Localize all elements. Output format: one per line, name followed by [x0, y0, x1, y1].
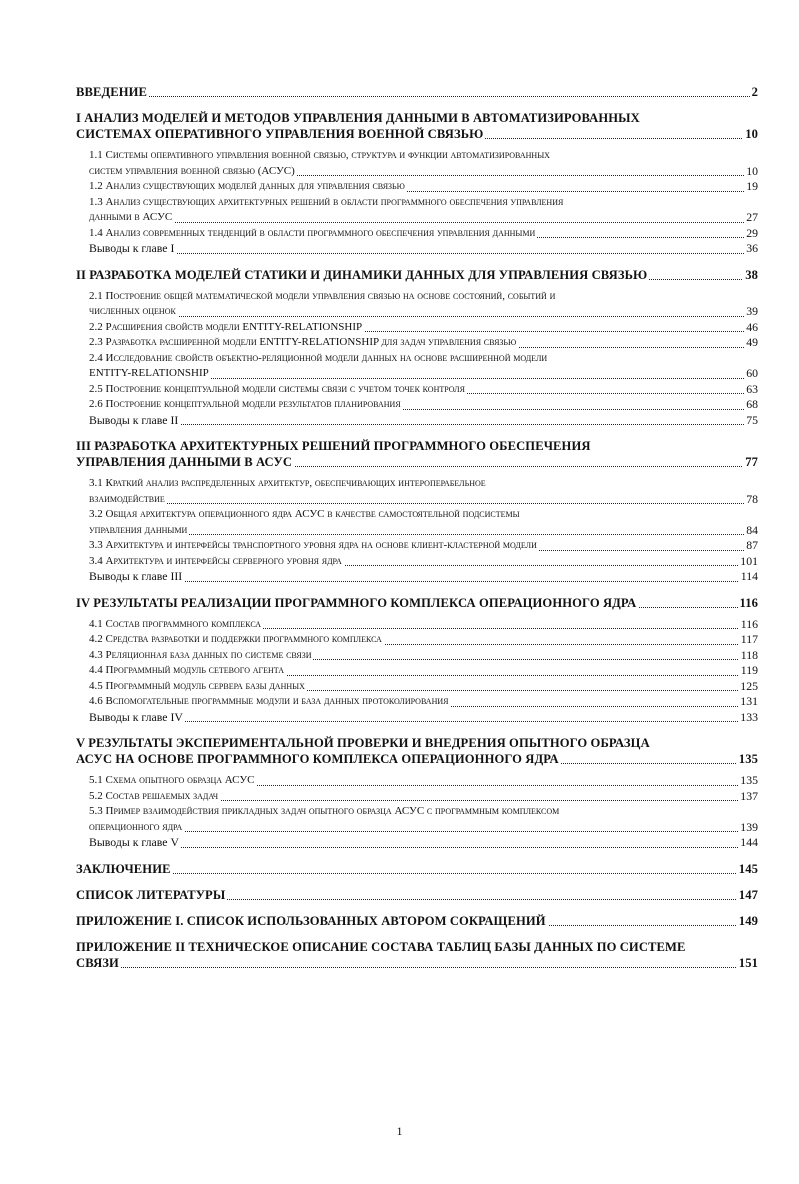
toc-page-number: 145: [738, 861, 758, 876]
toc-entry-title: 4.5 Программный модуль сервера базы данных: [89, 679, 305, 692]
toc-chapter-entry: [76, 939, 758, 971]
toc-page-number: 60: [746, 366, 758, 380]
toc-line: [89, 820, 758, 836]
toc-entry-title: IV РЕЗУЛЬТАТЫ РЕАЛИЗАЦИИ ПРОГРАММНОГО КОМПЛЕКСА ОПЕРАЦИОННОГО ЯДРА: [76, 595, 637, 610]
toc-page-number: 39: [746, 304, 758, 318]
toc-chapter-entry: [76, 267, 758, 283]
toc-entry-title: 5.2 Состав решаемых задач: [89, 789, 219, 802]
toc-line: [76, 939, 758, 955]
toc-entry-title: систем управления военной связью (АСУС): [89, 164, 295, 177]
toc-line: [76, 110, 758, 126]
toc-section-entry: [89, 351, 758, 382]
toc-line: [89, 413, 758, 429]
toc-page-number: 10: [746, 163, 758, 178]
toc-entry-title: ПРИЛОЖЕНИЕ I. СПИСОК ИСПОЛЬЗОВАННЫХ АВТОРОМ СОКРАЩЕНИЙ: [76, 913, 546, 928]
toc-entry-title: ENTITY-RELATIONSHIP: [89, 367, 209, 379]
toc-line: [89, 304, 758, 320]
toc-entry-title: 4.2 Средства разработки и поддержки программного комплекса: [89, 633, 382, 645]
toc-line: [89, 569, 758, 585]
dot-leader: [89, 502, 758, 504]
dot-leader: [89, 423, 758, 425]
toc-section-entry: [89, 804, 758, 835]
toc-chapter-entry: [76, 595, 758, 611]
toc-entry-title: взаимодействие: [89, 492, 165, 505]
toc-line: [89, 648, 758, 664]
toc-page-number: 75: [746, 412, 758, 427]
toc-entry-title: численных оценок: [89, 305, 176, 317]
toc-chapter-entry: [76, 84, 758, 100]
toc-section-entry: [89, 663, 758, 679]
toc-page-number: 10: [745, 127, 758, 141]
toc-page-number: 84: [746, 522, 758, 537]
toc-entry-title: I АНАЛИЗ МОДЕЛЕЙ И МЕТОДОВ УПРАВЛЕНИЯ ДАННЫМИ В АВТОМАТИЗИРОВАННЫХ: [76, 111, 640, 125]
toc-line: [76, 913, 758, 929]
toc-conclusion-entry: [89, 241, 758, 257]
toc-entry-title: Выводы к главе IV: [89, 709, 183, 724]
dot-leader: [76, 95, 758, 97]
toc-page-number: 131: [740, 694, 758, 708]
toc-page-number: 68: [746, 397, 758, 411]
toc-page-number: 133: [740, 709, 758, 724]
toc-line: [76, 955, 758, 971]
toc-section-entry: [89, 289, 758, 320]
page-number: 1: [396, 1124, 403, 1138]
toc-page-number: 116: [739, 595, 758, 610]
toc-entry-title: 2.1 Построение общей математической модели управления связью на основе состояний, событий и: [89, 289, 556, 302]
toc-line: [89, 617, 758, 633]
dot-leader: [89, 533, 758, 535]
toc-line: [76, 438, 758, 454]
toc-entry-title: 5.1 Схема опытного образца АСУС: [89, 774, 255, 786]
toc-section-entry: [89, 617, 758, 633]
toc-section-entry: [89, 148, 758, 179]
toc-page-number: 147: [738, 887, 758, 902]
dot-leader: [76, 966, 758, 968]
toc-line: [89, 210, 758, 226]
toc-line: [76, 84, 758, 100]
toc-entry-title: 5.3 Пример взаимодействия прикладных задач опытного образца АСУС с программным комплексом: [89, 805, 560, 817]
toc-line: [76, 861, 758, 877]
toc-section-entry: [89, 382, 758, 398]
toc-entry-title: Выводы к главе III: [89, 569, 183, 583]
dot-leader: [76, 872, 758, 874]
toc-page-number: 149: [738, 913, 758, 928]
toc-entry-title: 2.2 Расширения свойств модели ENTITY-RELATIONSHIP: [89, 320, 363, 333]
toc-line: [76, 751, 758, 767]
toc-line: [89, 320, 758, 336]
toc-line: [89, 195, 758, 211]
toc-entry-title: 4.1 Состав программного комплекса: [89, 617, 262, 630]
dot-leader: [89, 315, 758, 317]
toc-section-entry: [89, 195, 758, 226]
toc-entry-title: УПРАВЛЕНИЯ ДАННЫМИ В АСУС: [76, 455, 293, 469]
toc-line: [89, 679, 758, 695]
toc-page-number: 19: [746, 179, 758, 193]
toc-entry-title: 3.3 Архитектура и интерфейсы транспортного уровня ядра на основе клиент-кластерной модели: [89, 539, 537, 551]
toc-page-number: 117: [740, 632, 758, 646]
toc-entry-title: 2.4 Исследование свойств объектно-реляционной модели данных на основе расширенной модели: [89, 351, 548, 364]
toc-line: [89, 773, 758, 789]
toc-entry-title: ВВЕДЕНИЕ: [76, 85, 148, 99]
toc-line: [89, 835, 758, 851]
toc-entry-title: 3.1 Краткий анализ распределенных архитектур, обеспечивающих интероперабельное: [89, 477, 486, 489]
toc-page-number: 137: [740, 788, 758, 803]
toc-page-number: 38: [745, 267, 758, 282]
toc-section-entry: [89, 679, 758, 695]
toc-section-entry: [89, 694, 758, 710]
toc-page-number: 135: [740, 773, 758, 787]
toc-conclusion-entry: [89, 710, 758, 726]
toc-page-number: 49: [746, 335, 758, 349]
toc-line: [89, 366, 758, 382]
toc-section-entry: [89, 397, 758, 413]
toc-line: [89, 710, 758, 726]
toc-line: [89, 289, 758, 305]
toc-conclusion-entry: [89, 835, 758, 851]
toc-line: [76, 735, 758, 751]
toc-entry-title: ПРИЛОЖЕНИЕ II ТЕХНИЧЕСКОЕ ОПИСАНИЕ СОСТАВА ТАБЛИЦ БАЗЫ ДАННЫХ ПО СИСТЕМЕ: [76, 939, 686, 954]
toc-line: [89, 382, 758, 398]
dot-leader: [89, 846, 758, 848]
toc-line: [89, 554, 758, 570]
toc-section-entry: [89, 476, 758, 507]
toc-chapter-entry: [76, 861, 758, 877]
toc-page-number: 139: [740, 819, 758, 834]
toc-section-entry: [89, 226, 758, 242]
toc-entry-title: V РЕЗУЛЬТАТЫ ЭКСПЕРИМЕНТАЛЬНОЙ ПРОВЕРКИ И ВНЕДРЕНИЯ ОПЫТНОГО ОБРАЗЦА: [76, 736, 650, 750]
toc-chapter-entry: [76, 887, 758, 903]
dot-leader: [89, 252, 758, 254]
toc-chapter-entry: [76, 438, 758, 470]
toc-line: [89, 164, 758, 180]
toc-page-number: 46: [746, 319, 758, 334]
toc-section-entry: [89, 554, 758, 570]
toc-entry-title: Выводы к главе I: [89, 241, 175, 255]
toc-entry-title: 1.3 Анализ существующих архитектурных решений в области программного обеспечения управления: [89, 195, 564, 208]
toc-line: [89, 476, 758, 492]
toc-line: [76, 595, 758, 611]
toc-line: [89, 523, 758, 539]
toc-entry-title: ЗАКЛЮЧЕНИЕ: [76, 861, 171, 876]
toc-page-number: 119: [740, 663, 758, 677]
toc-line: [89, 492, 758, 508]
toc-line: [89, 789, 758, 805]
toc-entry-title: данными в АСУС: [89, 211, 173, 223]
toc-entry-title: II РАЗРАБОТКА МОДЕЛЕЙ СТАТИКИ И ДИНАМИКИ ДАННЫХ ДЛЯ УПРАВЛЕНИЯ СВЯЗЬЮ: [76, 267, 648, 282]
toc-section-entry: [89, 773, 758, 789]
dot-leader: [89, 720, 758, 722]
toc-section-entry: [89, 320, 758, 336]
toc-page-number: 63: [746, 381, 758, 396]
toc-entry-title: СПИСОК ЛИТЕРАТУРЫ: [76, 887, 226, 902]
toc-entry-title: 2.6 Построение концептуальной модели результатов планирования: [89, 398, 401, 410]
toc-page-number: 87: [746, 538, 758, 552]
toc-entry-title: СВЯЗИ: [76, 955, 119, 970]
toc-page-number: 36: [746, 241, 758, 255]
toc-entry-title: операционного ядра: [89, 820, 183, 833]
toc-page-number: 118: [740, 647, 758, 662]
toc-line: [89, 663, 758, 679]
toc-entry-title: 1.2 Анализ существующих моделей данных для управления связью: [89, 180, 405, 192]
toc-entry-title: 2.3 Разработка расширенной модели ENTITY-RELATIONSHIP для задач управления связью: [89, 336, 517, 348]
table-of-contents: [76, 84, 758, 971]
toc-page-number: 78: [746, 491, 758, 506]
dot-leader: [89, 221, 758, 223]
toc-entry-title: III РАЗРАБОТКА АРХИТЕКТУРНЫХ РЕШЕНИЙ ПРОГРАММНОГО ОБЕСПЕЧЕНИЯ: [76, 439, 591, 453]
dot-leader: [89, 580, 758, 582]
toc-page-number: 2: [751, 85, 758, 99]
toc-page-number: 27: [746, 210, 758, 224]
toc-entry-title: 1.1 Системы оперативного управления военной связью, структура и функции автоматизированных: [89, 149, 550, 161]
toc-line: [89, 351, 758, 367]
toc-entry-title: АСУС НА ОСНОВЕ ПРОГРАММНОГО КОМПЛЕКСА ОПЕРАЦИОННОГО ЯДРА: [76, 752, 559, 766]
toc-entry-title: 4.6 Вспомогательные программные модули и база данных протоколирования: [89, 695, 449, 707]
toc-entry-title: 1.4 Анализ современных тенденций в области программного обеспечения управления данными: [89, 226, 536, 239]
toc-section-entry: [89, 538, 758, 554]
toc-section-entry: [89, 632, 758, 648]
toc-section-entry: [89, 507, 758, 538]
toc-entry-title: 4.4 Программный модуль сетевого агента: [89, 664, 285, 676]
toc-entry-title: СИСТЕМАХ ОПЕРАТИВНОГО УПРАВЛЕНИЯ ВОЕННОЙ СВЯЗЬЮ: [76, 127, 484, 141]
toc-entry-title: Выводы к главе V: [89, 835, 179, 849]
toc-entry-title: Выводы к главе II: [89, 412, 179, 427]
toc-line: [89, 241, 758, 257]
toc-page-number: 114: [740, 569, 758, 583]
toc-entry-title: 4.3 Реляционная база данных по системе связи: [89, 648, 312, 661]
toc-page-number: 77: [745, 455, 758, 469]
toc-page-number: 144: [740, 835, 758, 849]
toc-chapter-entry: [76, 735, 758, 767]
toc-line: [89, 804, 758, 820]
toc-line: [89, 226, 758, 242]
toc-conclusion-entry: [89, 413, 758, 429]
toc-chapter-entry: [76, 913, 758, 929]
dot-leader: [89, 830, 758, 832]
toc-section-entry: [89, 648, 758, 664]
toc-line: [89, 507, 758, 523]
toc-line: [89, 538, 758, 554]
toc-line: [76, 126, 758, 142]
toc-section-entry: [89, 335, 758, 351]
toc-chapter-entry: [76, 110, 758, 142]
toc-line: [76, 267, 758, 283]
toc-conclusion-entry: [89, 569, 758, 585]
toc-line: [89, 148, 758, 164]
toc-page-number: 125: [740, 678, 758, 693]
toc-entry-title: 2.5 Построение концептуальной модели системы связи с учетом точек контроля: [89, 382, 465, 395]
toc-page-number: 151: [738, 955, 758, 970]
toc-section-entry: [89, 789, 758, 805]
toc-line: [89, 632, 758, 648]
toc-line: [76, 887, 758, 903]
toc-page-number: 135: [738, 752, 758, 766]
toc-entry-title: 3.4 Архитектура и интерфейсы серверного уровня ядра: [89, 554, 342, 567]
toc-page-number: 29: [746, 225, 758, 240]
toc-page-number: 116: [740, 616, 758, 631]
toc-line: [89, 335, 758, 351]
toc-entry-title: управления данными: [89, 523, 188, 536]
toc-line: [89, 694, 758, 710]
toc-line: [89, 397, 758, 413]
toc-page-number: 101: [740, 553, 758, 568]
toc-line: [89, 179, 758, 195]
toc-line: [76, 454, 758, 470]
toc-section-entry: [89, 179, 758, 195]
toc-entry-title: 3.2 Общая архитектура операционного ядра АСУС в качестве самостоятельной подсистемы: [89, 508, 520, 520]
